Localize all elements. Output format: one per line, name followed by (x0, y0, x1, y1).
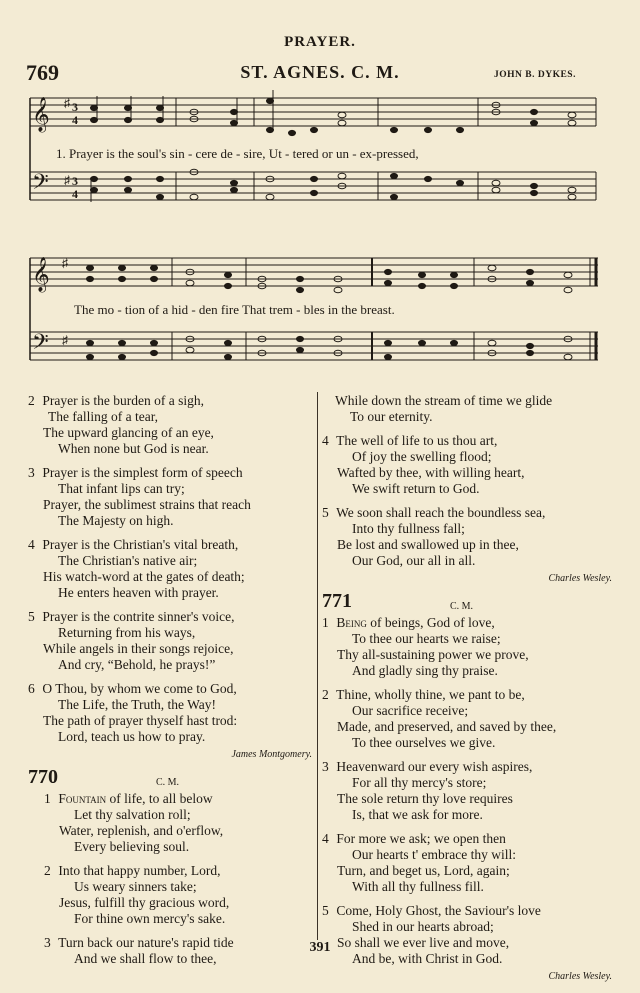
hymn-number-770: 770 (28, 766, 58, 788)
hymn-770-heading (28, 766, 312, 791)
hymn-771-heading (322, 590, 612, 615)
stanza: 5 Come, Holy Ghost, the Saviour's love Shed in our hearts abroad; So shall we ever live and move, And be, with Christ in God. (322, 903, 541, 966)
attribution: Charles Wesley. (548, 971, 612, 982)
left-column (28, 393, 312, 975)
svg-text:♯: ♯ (62, 333, 68, 347)
svg-text:𝄢: 𝄢 (32, 170, 49, 200)
lyrics-line-2: The mo - tion of a hid - den fire That trem - bles in the breast. (74, 302, 395, 317)
svg-text:𝄢: 𝄢 (32, 330, 49, 360)
page-header: PRAYER. (284, 34, 356, 50)
tune-title: ST. AGNES. C. M. (240, 62, 400, 82)
svg-text:♯: ♯ (62, 256, 68, 270)
stanza: 1 Being of beings, God of love, To thee our hearts we raise; Thy all-sustaining power we prove, And gladly sing thy praise. (322, 615, 529, 678)
stanza: 3 Prayer is the simplest form of speech That infant lips can try; Prayer, the sublimest strains that reach The Majesty on high. (28, 465, 251, 528)
meter: C. M. (450, 601, 474, 612)
svg-text:𝄞: 𝄞 (32, 97, 50, 132)
stanza-continuation: While down the stream of time we glide To our eternity. (335, 393, 553, 424)
svg-text:3: 3 (72, 100, 78, 114)
stanza: 3 Turn back our nature's rapid tide And we shall flow to thee, (44, 935, 234, 966)
composer: JOHN B. DYKES. (494, 70, 576, 80)
meter: C. M. (156, 777, 180, 788)
column-divider (317, 392, 318, 940)
stanza: 5 Prayer is the contrite sinner's voice, Returning from his ways, While angels in their songs rejoice, And cry, “Behold, he prays!” (28, 609, 235, 672)
right-column (322, 393, 612, 993)
stanza: 3 Heavenward our every wish aspires, For all thy mercy's store; The sole return thy love requires Is, that we ask for more. (322, 759, 533, 822)
hymn-number-771: 771 (322, 590, 352, 612)
svg-text:4: 4 (72, 113, 78, 127)
lyrics-line-1: 1. Prayer is the soul's sin - cere de - sire, Ut - tered or un - ex-pressed, (56, 146, 419, 161)
stanza: 2 Into that happy number, Lord, Us weary sinners take; Jesus, fulfill thy gracious word, For thine own mercy's sake. (44, 863, 230, 926)
stanza: 6 O Thou, by whom we come to God, The Life, the Truth, the Way! The path of prayer thyself hast trod: Lord, teach us how to pray. (28, 681, 238, 744)
stanza: 2 Prayer is the burden of a sigh, The falling of a tear, The upward glancing of an eye, When none but God is near. (28, 393, 214, 456)
svg-text:3: 3 (72, 174, 78, 188)
stanza: 4 For more we ask; we open then Our hearts t' embrace thy will: Turn, and beget us, Lord, again; With all thy fullness fill. (322, 831, 517, 894)
attribution: Charles Wesley. (548, 573, 612, 584)
stanza: 5 We soon shall reach the boundless sea, Into thy fullness fall; Be lost and swallowed up in thee, Our God, our all in all. (322, 505, 546, 568)
svg-text:♯: ♯ (64, 96, 70, 110)
stanza: 2 Thine, wholly thine, we pant to be, Our sacrifice receive; Made, and preserved, and saved by thee, To thee ourselves we give. (322, 687, 557, 750)
attribution: James Montgomery. (231, 749, 312, 760)
hymn-number-769: 769 (26, 60, 59, 85)
page-number: 391 (309, 940, 331, 955)
stanza: 4 Prayer is the Christian's vital breath, The Christian's native air; His watch-word at the gates of death; He enters heaven with prayer. (28, 537, 245, 600)
svg-text:𝄞: 𝄞 (32, 257, 50, 292)
stanza: 4 The well of life to us thou art, Of joy the swelling flood; Wafted by thee, with willing heart, We swift return to God. (322, 433, 525, 496)
svg-text:4: 4 (72, 187, 78, 201)
svg-text:♯: ♯ (64, 173, 70, 187)
stanza: 1 Fountain of life, to all below Let thy salvation roll; Water, replenish, and o'erflow, Every believing soul. (44, 791, 224, 854)
